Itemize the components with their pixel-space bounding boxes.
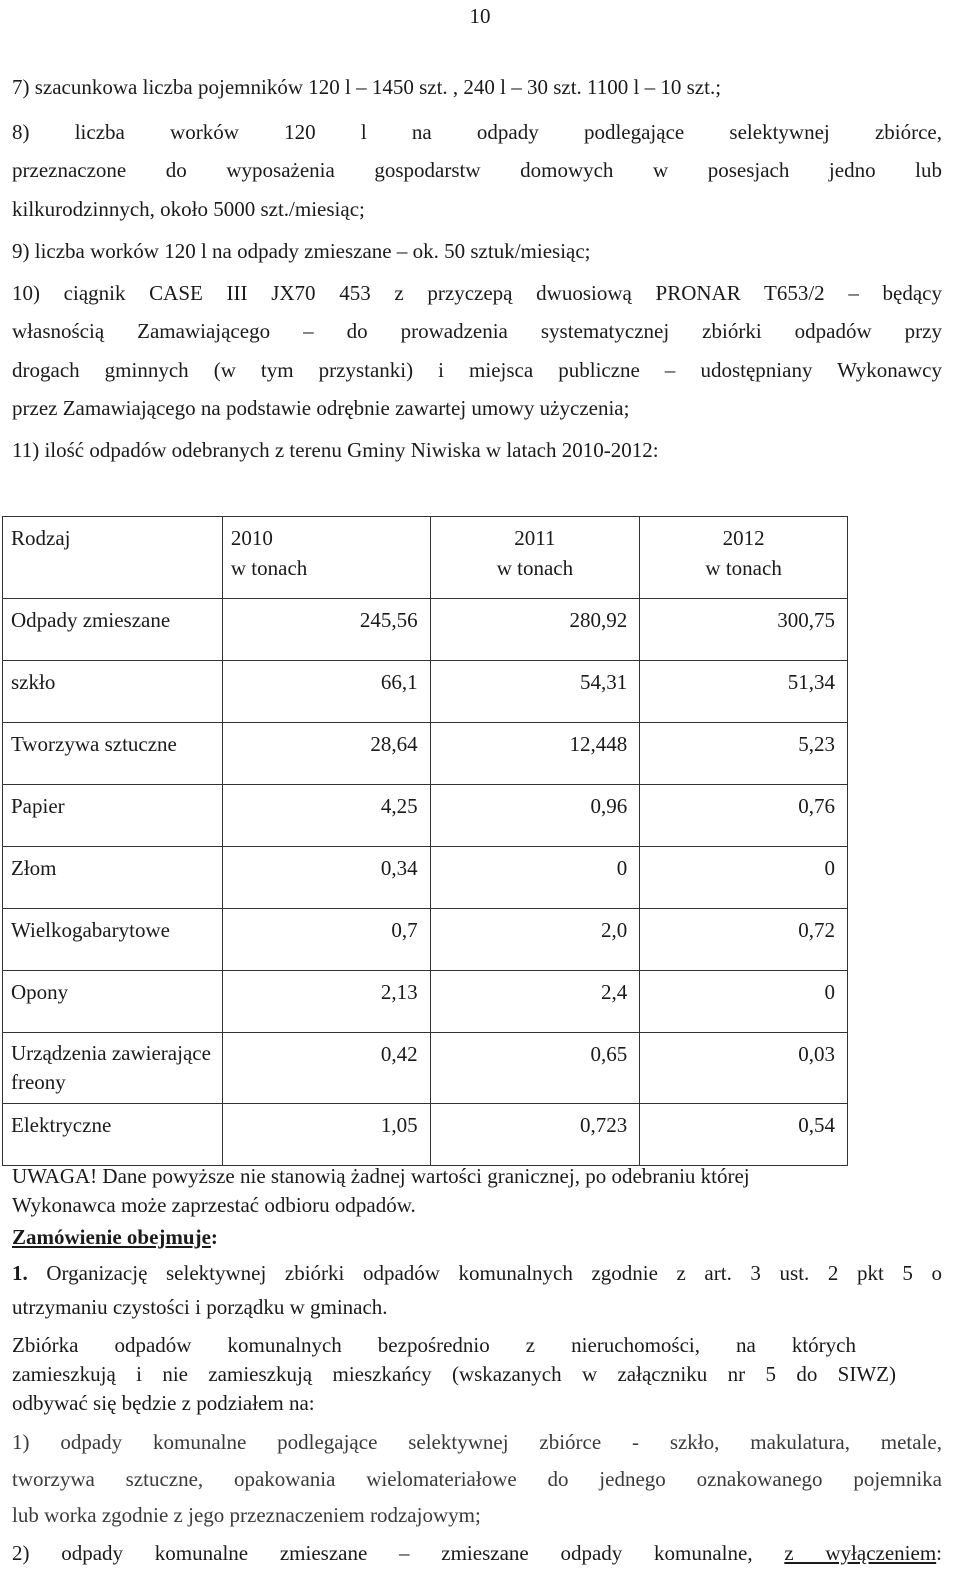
point-1-line-2: utrzymaniu czystości i porządku w gminach. [12,1295,388,1319]
row-name: Złom [3,847,223,909]
row-name: Tworzywa sztuczne [3,723,223,785]
value-2012: 0 [640,847,848,909]
value-2012: 5,23 [640,723,848,785]
row-name: Wielkogabarytowe [3,909,223,971]
value-2010: 66,1 [222,661,430,723]
value-2011: 2,4 [430,971,640,1033]
subpoint-1-line-3: lub worka zgodnie z jego przeznaczeniem rodzajowym; [12,1503,481,1527]
table-row [3,909,848,971]
value-2012: 0,72 [640,909,848,971]
item-11: 11) ilość odpadów odebranych z terenu Gminy Niwiska w latach 2010-2012: [12,438,659,462]
header-2012: 2012 w tonach [640,517,848,599]
item-8-line-1: 8) liczba worków 120 l na odpady podlegające selektywnej zbiórce, [12,120,942,144]
value-2010: 4,25 [222,785,430,847]
row-name: Urządzenia zawierające freony [3,1033,223,1104]
value-2011: 2,0 [430,909,640,971]
value-2011: 12,448 [430,723,640,785]
value-2010: 28,64 [222,723,430,785]
point-1-line-1: 1. Organizację selektywnej zbiórki odpadów komunalnych zgodnie z art. 3 ust. 2 pkt 5 o [12,1261,942,1285]
scope-heading-text: Zamówienie obejmuje [12,1225,211,1249]
item-10-line-3: drogach gminnych (w tym przystanki) i miejsca publiczne – udostępniany Wykonawcy [12,358,942,382]
exclusion-underlined: z wyłączeniem [784,1541,937,1565]
note-line-2: Wykonawca może zaprzestać odbioru odpadów. [12,1193,416,1217]
value-2012: 0,03 [640,1033,848,1104]
header-2011: 2011 w tonach [430,517,640,599]
value-2011: 280,92 [430,599,640,661]
subpoint-1-line-2: tworzywa sztuczne, opakowania wielomateriałowe do jednego oznakowanego pojemnika [12,1467,942,1491]
value-2010: 2,13 [222,971,430,1033]
header-2010: 2010 w tonach [222,517,430,599]
row-name: szkło [3,661,223,723]
value-2011: 0,96 [430,785,640,847]
value-2010: 245,56 [222,599,430,661]
row-name: Papier [3,785,223,847]
table-row [3,661,848,723]
row-name: Elektryczne [3,1104,223,1166]
value-2012: 0,54 [640,1104,848,1166]
collection-line-1: Zbiórka odpadów komunalnych bezpośrednio z nieruchomości, na których [12,1333,856,1357]
row-name: Opony [3,971,223,1033]
table-row [3,599,848,661]
item-8-line-3: kilkurodzinnych, około 5000 szt./miesiąc; [12,197,365,221]
collection-line-3: odbywać się będzie z podziałem na: [12,1391,315,1415]
value-2011: 54,31 [430,661,640,723]
value-2011: 0 [430,847,640,909]
table-row [3,1033,848,1104]
item-10-line-2: własnością Zamawiającego – do prowadzenia systematycznej zbiórki odpadów przy [12,319,942,343]
table-header-row [3,517,848,599]
note-line-1: UWAGA! Dane powyższe nie stanowią żadnej wartości granicznej, po odebraniu której [12,1164,750,1188]
value-2011: 0,65 [430,1033,640,1104]
value-2010: 1,05 [222,1104,430,1166]
table-row [3,723,848,785]
value-2010: 0,7 [222,909,430,971]
row-name: Odpady zmieszane [3,599,223,661]
value-2010: 0,42 [222,1033,430,1104]
collection-line-2: zamieszkują i nie zamieszkują mieszkańcy (wskazanych w załączniku nr 5 do SIWZ) [12,1362,896,1386]
waste-amounts-table [2,516,848,1166]
scope-heading: Zamówienie obejmuje: [12,1225,218,1249]
value-2011: 0,723 [430,1104,640,1166]
table-row [3,1104,848,1166]
table-row [3,847,848,909]
item-7: 7) szacunkowa liczba pojemników 120 l – 1450 szt. , 240 l – 30 szt. 1100 l – 10 szt.; [12,75,722,99]
table-row [3,785,848,847]
item-8-line-2: przeznaczone do wyposażenia gospodarstw domowych w posesjach jedno lub [12,158,942,182]
subpoint-2-line-1: 2) odpady komunalne zmieszane – zmieszane odpady komunalne, z wyłączeniem: [12,1541,943,1565]
item-9: 9) liczba worków 120 l na odpady zmieszane – ok. 50 sztuk/miesiąc; [12,239,591,263]
value-2012: 0,76 [640,785,848,847]
item-10-line-1: 10) ciągnik CASE III JX70 453 z przyczepą dwuosiową PRONAR T653/2 – będący [12,281,942,305]
value-2010: 0,34 [222,847,430,909]
value-2012: 51,34 [640,661,848,723]
header-rodzaj: Rodzaj [3,517,223,599]
value-2012: 300,75 [640,599,848,661]
value-2012: 0 [640,971,848,1033]
subpoint-1-line-1: 1) odpady komunalne podlegające selektywnej zbiórce - szkło, makulatura, metale, [12,1430,942,1454]
page-number: 10 [469,4,491,28]
table-row [3,971,848,1033]
item-10-line-4: przez Zamawiającego na podstawie odrębnie zawartej umowy użyczenia; [12,396,630,420]
